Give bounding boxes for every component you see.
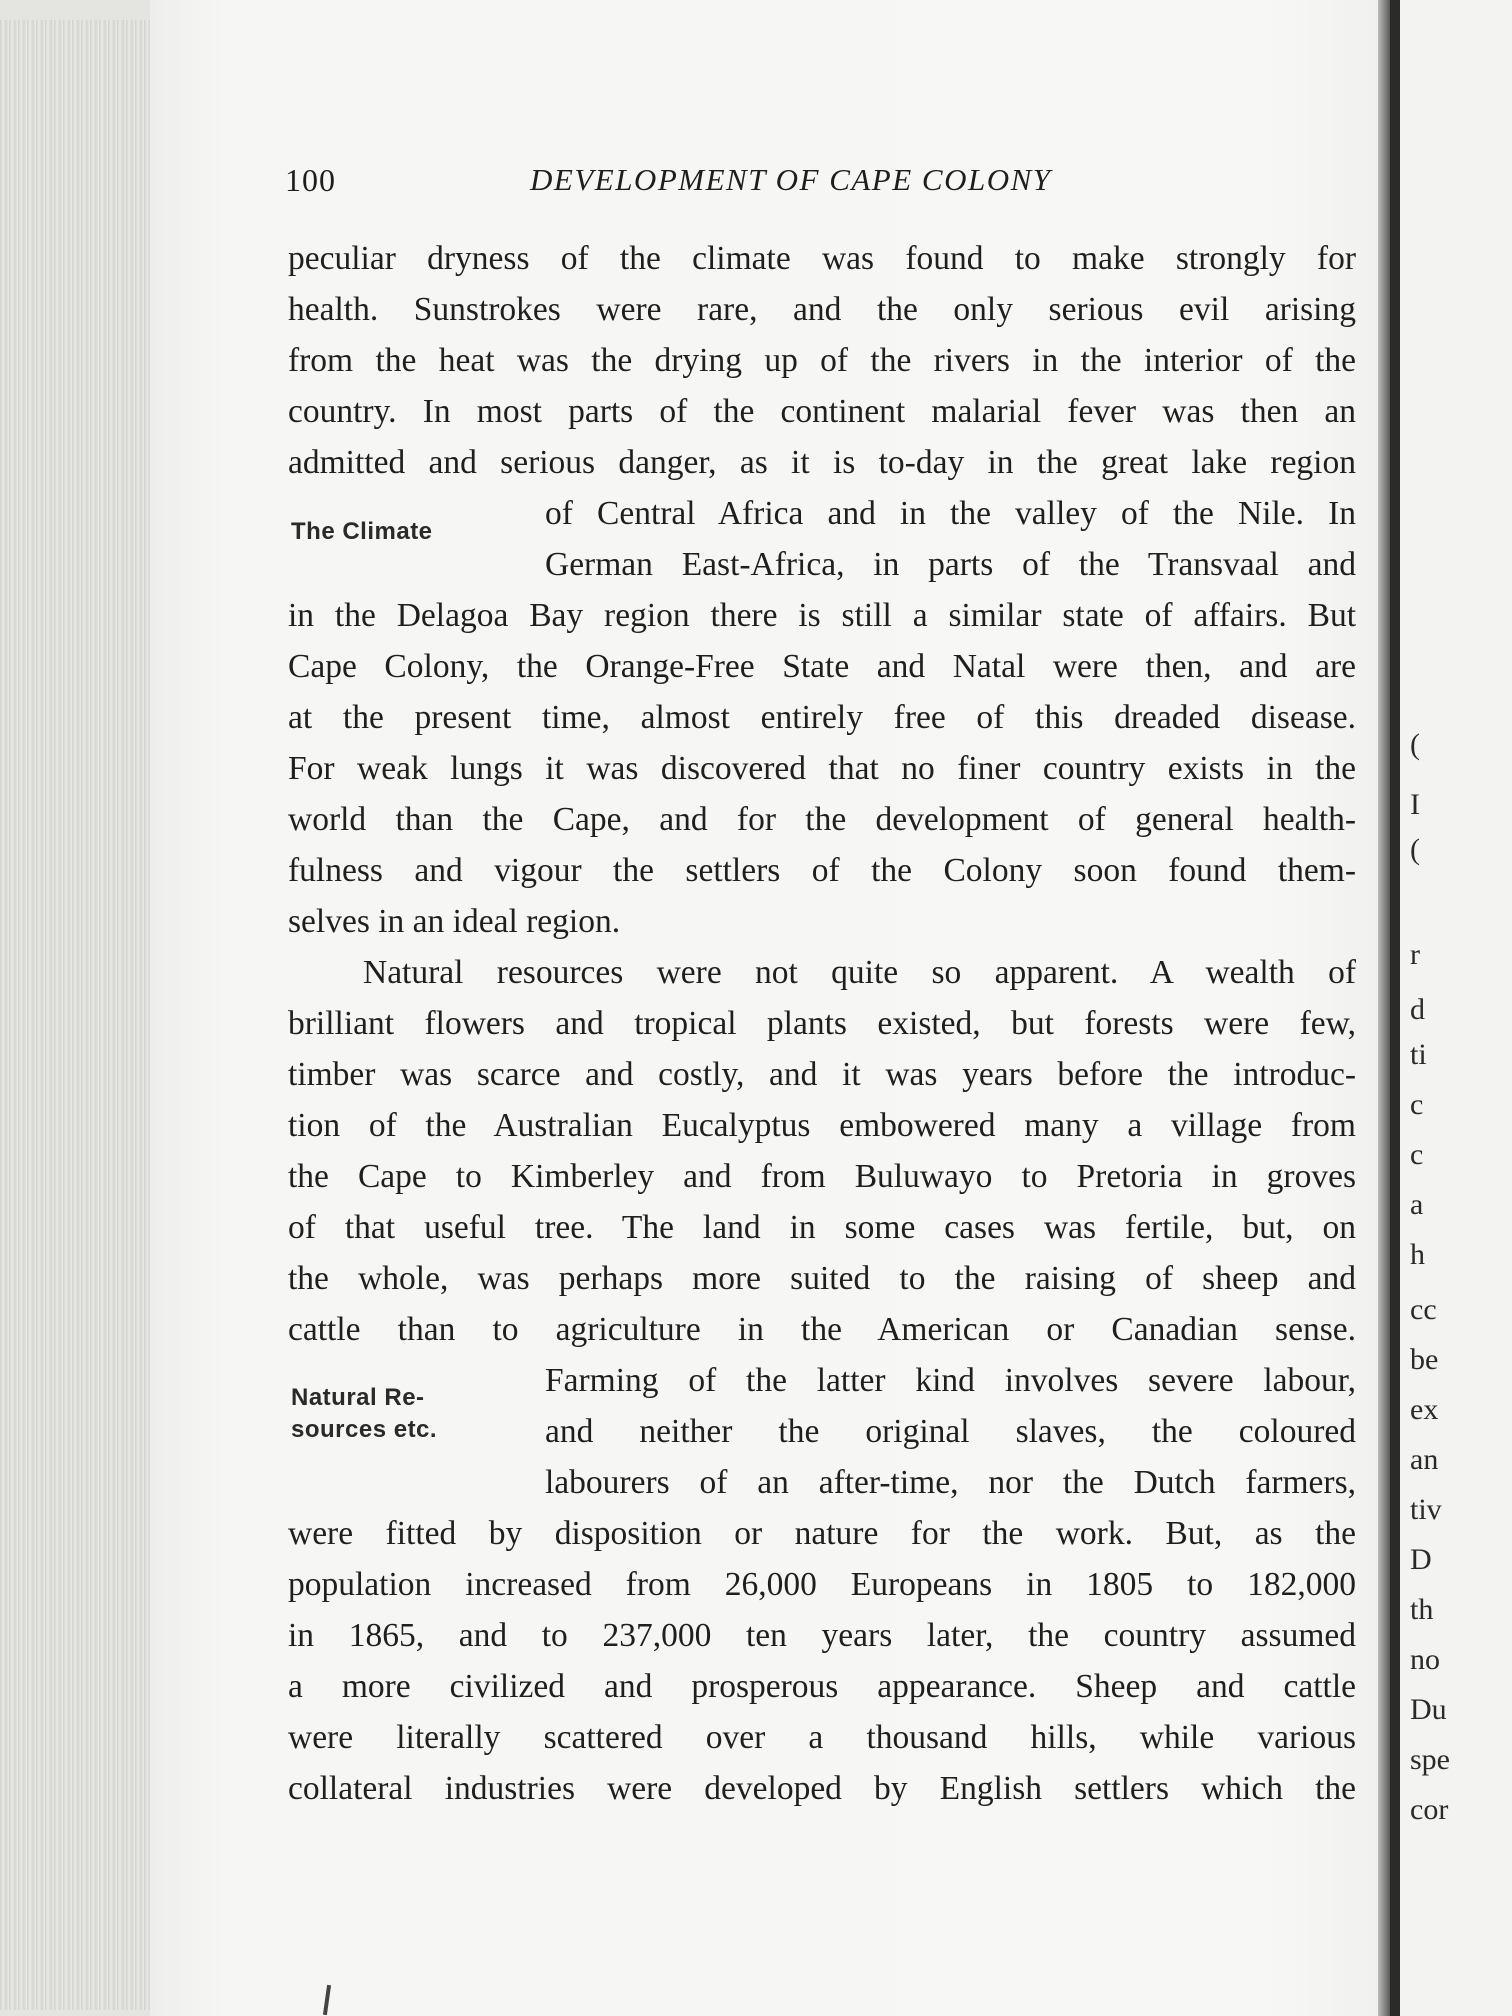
facing-page-fragment: th bbox=[1410, 1593, 1434, 1626]
text-line: and neither the original slaves, the coloured bbox=[545, 1413, 1356, 1450]
facing-page-fragment: h bbox=[1410, 1238, 1425, 1271]
text-line: Cape Colony, the Orange-Free State and Natal were then, and are bbox=[288, 648, 1356, 685]
facing-page-fragment: a bbox=[1410, 1188, 1424, 1221]
facing-page-fragment: c bbox=[1410, 1138, 1424, 1171]
text-line: were fitted by disposition or nature for the work. But, as the bbox=[288, 1515, 1356, 1552]
text-line: health. Sunstrokes were rare, and the only serious evil arising bbox=[288, 291, 1356, 328]
text-line: of Central Africa and in the valley of the Nile. In bbox=[545, 495, 1356, 532]
facing-page-fragment: r bbox=[1410, 938, 1420, 971]
text-line: a more civilized and prosperous appearance. Sheep and cattle bbox=[288, 1668, 1356, 1705]
facing-page-fragment: ti bbox=[1410, 1038, 1427, 1071]
page-header bbox=[285, 162, 1355, 212]
text-line: the whole, was perhaps more suited to the raising of sheep and bbox=[288, 1260, 1356, 1297]
text-line: cattle than to agriculture in the American or Canadian sense. bbox=[288, 1311, 1356, 1348]
page-number: 100 bbox=[285, 162, 336, 198]
text-line: selves in an ideal region. bbox=[288, 903, 621, 940]
page-edges bbox=[0, 20, 150, 2010]
text-line: the Cape to Kimberley and from Buluwayo to Pretoria in groves bbox=[288, 1158, 1356, 1195]
text-line: peculiar dryness of the climate was found to make strongly for bbox=[288, 240, 1356, 277]
running-title: DEVELOPMENT OF CAPE COLONY bbox=[530, 162, 1052, 197]
text-line: admitted and serious danger, as it is to-day in the great lake region bbox=[288, 444, 1356, 481]
text-line: of that useful tree. The land in some cases was fertile, but, on bbox=[288, 1209, 1356, 1246]
facing-page-fragment: ( bbox=[1410, 833, 1420, 866]
text-line: timber was scarce and costly, and it was years before the introduc- bbox=[288, 1056, 1356, 1093]
text-line: world than the Cape, and for the development of general health- bbox=[288, 801, 1356, 838]
facing-page-fragment: Du bbox=[1410, 1693, 1447, 1726]
text-line: from the heat was the drying up of the rivers in the interior of the bbox=[288, 342, 1356, 379]
facing-page-fragment: d bbox=[1410, 993, 1425, 1026]
text-line: fulness and vigour the settlers of the Colony soon found them- bbox=[288, 852, 1356, 889]
margin-note-resources-2: sources etc. bbox=[291, 1416, 438, 1443]
text-line: For weak lungs it was discovered that no finer country exists in the bbox=[288, 750, 1356, 787]
facing-page-fragment: cc bbox=[1410, 1293, 1437, 1326]
facing-page-fragment: an bbox=[1410, 1443, 1439, 1476]
text-line: tion of the Australian Eucalyptus embowered many a village from bbox=[288, 1107, 1356, 1144]
text-line: were literally scattered over a thousand hills, while various bbox=[288, 1719, 1356, 1756]
facing-page-fragment: D bbox=[1410, 1543, 1432, 1576]
facing-page-fragment: I bbox=[1410, 788, 1420, 821]
text-line: Natural resources were not quite so apparent. A wealth of bbox=[363, 954, 1356, 991]
text-line: country. In most parts of the continent malarial fever was then an bbox=[288, 393, 1356, 430]
margin-note-resources-1: Natural Re- bbox=[291, 1384, 425, 1411]
text-line: population increased from 26,000 Europeans in 1805 to 182,000 bbox=[288, 1566, 1356, 1603]
text-line: collateral industries were developed by English settlers which the bbox=[288, 1770, 1356, 1807]
text-line: in 1865, and to 237,000 ten years later, the country assumed bbox=[288, 1617, 1356, 1654]
facing-page-fragment: ( bbox=[1410, 728, 1420, 761]
facing-page bbox=[1390, 0, 1512, 2016]
facing-page-fragment: spe bbox=[1410, 1743, 1450, 1776]
facing-page-fragment: be bbox=[1410, 1343, 1439, 1376]
text-line: brilliant flowers and tropical plants existed, but forests were few, bbox=[288, 1005, 1356, 1042]
text-line: Farming of the latter kind involves severe labour, bbox=[545, 1362, 1356, 1399]
facing-page-fragment: no bbox=[1410, 1643, 1440, 1676]
facing-page-fragment: c bbox=[1410, 1088, 1424, 1121]
margin-note-climate: The Climate bbox=[291, 518, 433, 545]
text-line: at the present time, almost entirely free of this dreaded disease. bbox=[288, 699, 1356, 736]
text-line: in the Delagoa Bay region there is still a similar state of affairs. But bbox=[288, 597, 1356, 634]
facing-page-fragment: ex bbox=[1410, 1393, 1439, 1426]
facing-page-fragment: tiv bbox=[1410, 1493, 1442, 1526]
facing-page-fragment: cor bbox=[1410, 1793, 1449, 1826]
text-line: German East-Africa, in parts of the Transvaal and bbox=[545, 546, 1356, 583]
text-line: labourers of an after-time, nor the Dutch farmers, bbox=[545, 1464, 1356, 1501]
